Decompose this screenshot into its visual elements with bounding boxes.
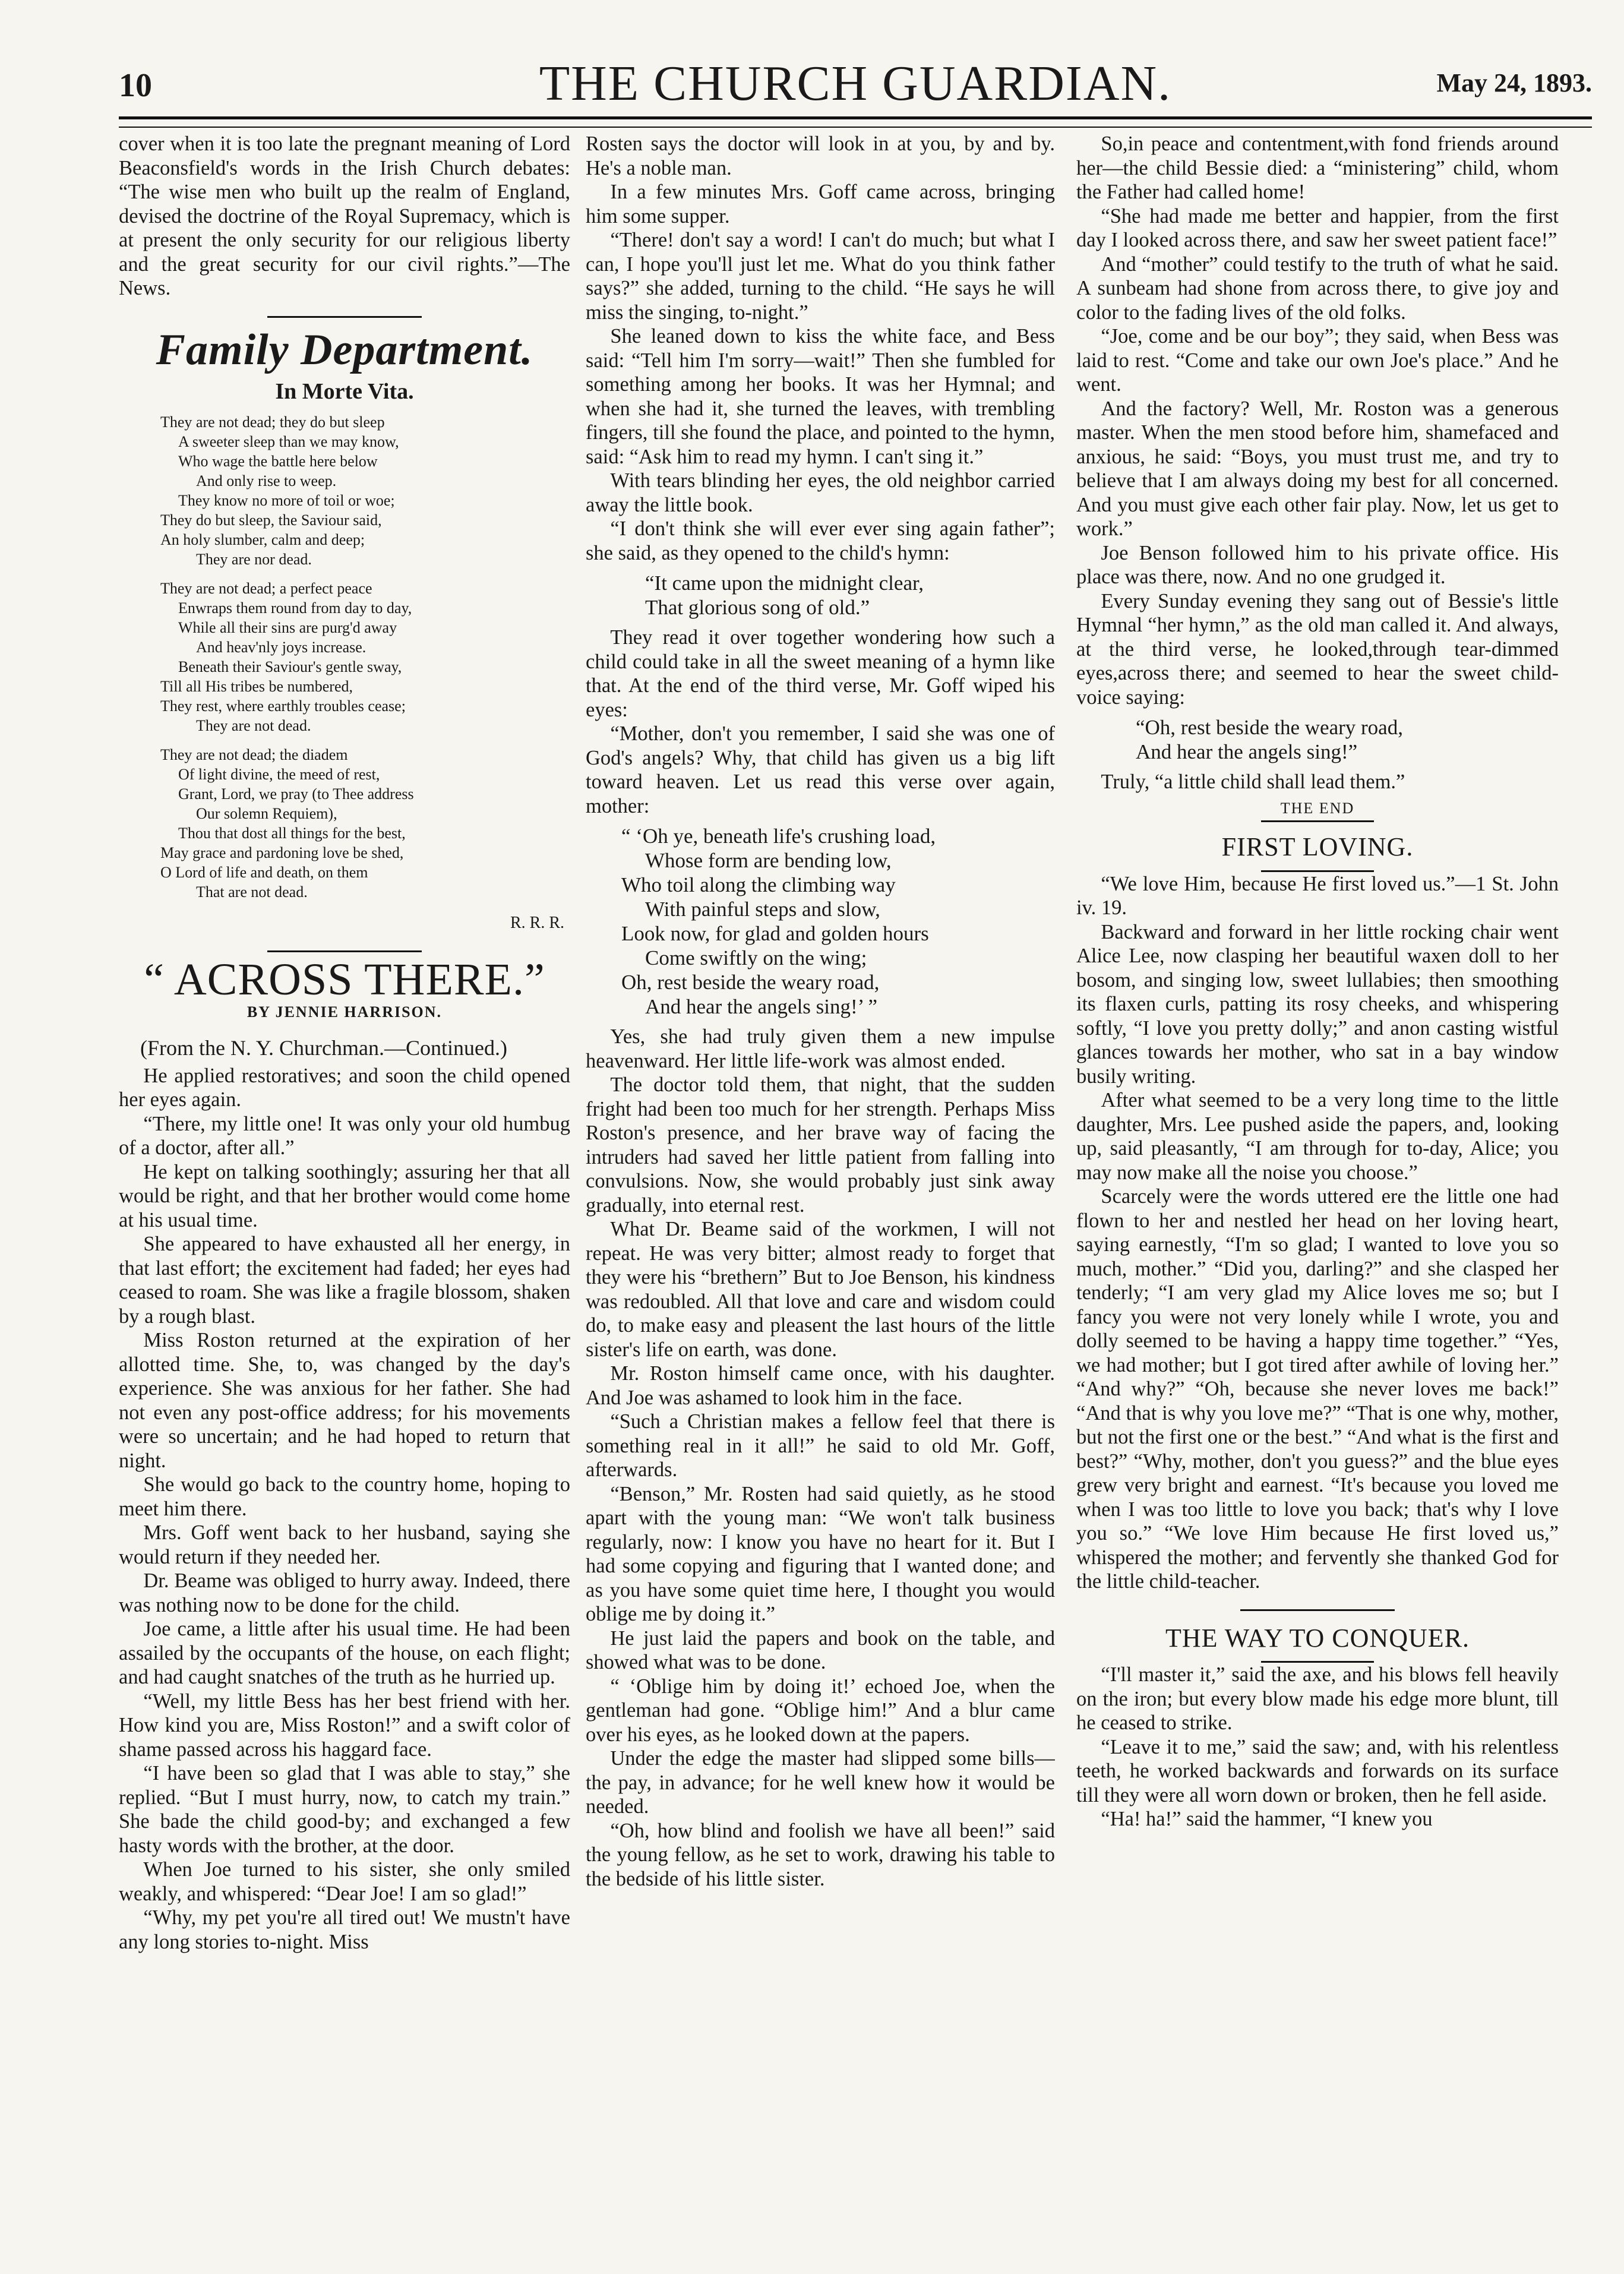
poem-line: They know no more of toil or woe; xyxy=(178,491,395,509)
paragraph: Mrs. Goff went back to her husband, saying she would return if they needed her. xyxy=(119,1521,570,1568)
paragraph: When Joe turned to his sister, she only smiled weakly, and whispered: “Dear Joe! I am so glad!” xyxy=(119,1858,570,1905)
poem-line: They are not dead. xyxy=(196,716,311,734)
poem-line: Till all His tribes be numbered, xyxy=(160,677,353,695)
hymn-verse xyxy=(621,824,1055,1019)
verse-line: “It came upon the midnight clear, xyxy=(645,571,924,595)
paragraph: “Mother, don't you remember, I said she was one of God's angels? Why, that child has given us a big lift toward heaven. Let us read this verse over again, mother: xyxy=(586,722,1055,817)
poem-line: That are not dead. xyxy=(196,883,308,901)
paragraph: “Ha! ha!” said the hammer, “I knew you xyxy=(1101,1808,1433,1830)
poem-line: Beneath their Saviour's gentle sway, xyxy=(178,658,402,675)
paragraph: They read it over together wondering how such a child could take in all the sweet meaning of a hymn like that. At the end of the third verse, Mr. Goff wiped his eyes: xyxy=(586,626,1055,721)
divider xyxy=(267,316,422,318)
verse-line: And hear the angels sing!’ ” xyxy=(645,995,878,1018)
divider xyxy=(1261,820,1374,822)
byline: BY JENNIE HARRISON. xyxy=(247,1003,443,1021)
paragraph: After what seemed to be a very long time to the little daughter, Mrs. Lee pushed aside the papers, and, looking up, said pleasantly, “I am through for to-day, Alice; you may now make all the noise you choose.” xyxy=(1076,1089,1559,1184)
verse-line: Who toil along the climbing way xyxy=(621,873,896,896)
poem-line: A sweeter sleep than we may know, xyxy=(178,432,399,450)
paragraph: “I'll master it,” said the axe, and his blows fell heavily on the iron; but every blow made his edge more blunt, till he ceased to strike. xyxy=(1076,1663,1559,1734)
poem-line: Our solemn Requiem), xyxy=(196,804,337,822)
paragraph: “I don't think she will ever ever sing again father”; she said, as they opened to the child's hymn: xyxy=(586,517,1055,564)
paragraph: “Such a Christian makes a fellow feel that there is something real in it all!” he said to old Mr. Goff, afterwards. xyxy=(586,1410,1055,1481)
paragraph: Joe came, a little after his usual time. He had been assailed by the occupants of the house, on each flight; and had caught snatches of the truth as he hurried up. xyxy=(119,1618,570,1688)
paragraph: With tears blinding her eyes, the old neighbor carried away the little book. xyxy=(586,469,1055,516)
paragraph: “I have been so glad that I was able to stay,” she replied. “But I must hurry, now, to catch my train.” She bade the child good-by; and exchanged a few hasty words with the brother, at the door. xyxy=(119,1762,570,1857)
closing-line: Truly, “a little child shall lead them.” xyxy=(1101,770,1405,793)
poem-stanza xyxy=(160,412,570,569)
column-1 xyxy=(119,132,570,2247)
paragraph: He kept on talking soothingly; assuring her that all would be right, and that her brother would come home at his usual time. xyxy=(119,1160,570,1231)
verse-line: Oh, rest beside the weary road, xyxy=(621,971,880,994)
article-title: FIRST LOVING. xyxy=(1221,832,1414,861)
poem-line: They do but sleep, the Saviour said, xyxy=(160,511,382,529)
poem-line: An holy slumber, calm and deep; xyxy=(160,530,365,548)
poem-line: Of light divine, the meed of rest, xyxy=(178,765,380,783)
paragraph: Miss Roston returned at the expiration of her allotted time. She, to, was changed by the day's experience. She was anxious for her father. She had not even any post-office address; for his movements were so uncertain; and he had hoped to return that night. xyxy=(119,1329,570,1472)
lead-paragraph: cover when it is too late the pregnant meaning of Lord Beaconsfield's words in the Irish Church debates: “The wise men who built up the realm of England, devised the doctrine of the Royal Supremacy, which is at present the only security for our religious liberty and the great security for our civil rights.”—The News. xyxy=(119,132,570,299)
issue-date: May 24, 1893. xyxy=(1436,68,1592,97)
verse-line: With painful steps and slow, xyxy=(645,898,880,921)
poem-line: They are not dead; a perfect peace xyxy=(160,579,372,597)
column-3 xyxy=(1076,132,1559,2247)
story-title: “ ACROSS THERE.” xyxy=(144,955,545,1005)
poem-line: And only rise to weep. xyxy=(196,472,337,489)
the-end-label: THE END xyxy=(1280,799,1355,817)
poem-title: In Morte Vita. xyxy=(275,379,414,404)
verse-line: Whose form are bending low, xyxy=(645,849,892,872)
verse-line: And hear the angels sing!” xyxy=(1136,740,1358,763)
verse-line: “Oh, rest beside the weary road, xyxy=(1136,716,1403,739)
poem-line: They are nor dead. xyxy=(196,550,312,568)
source-note: (From the N. Y. Churchman.—Continued.) xyxy=(140,1036,507,1060)
paragraph: “She had made me better and happier, from the first day I looked across there, and saw her sweet patient face!” xyxy=(1076,204,1559,251)
paragraph: Backward and forward in her little rocking chair went Alice Lee, now clasping her beautiful waxen doll to her bosom, and singing low, sweet lullabies; then smoothing its flaxen curls, patting its rosy cheeks, and whispering softly, “I love you pretty dolly;” and anon casting wistful glances towards her mother, who sat in a bay window busily writing. xyxy=(1076,920,1559,1088)
paragraph: Under the edge the master had slipped some bills—the pay, in advance; for he well knew how it would be needed. xyxy=(586,1747,1055,1818)
header-rule xyxy=(119,116,1592,128)
verse-line: “ ‘Oh ye, beneath life's crushing load, xyxy=(621,825,936,848)
paragraph: “Why, my pet you're all tired out! We mustn't have any long stories to-night. Miss xyxy=(119,1906,570,1953)
poem-line: While all their sins are purg'd away xyxy=(178,618,397,636)
divider xyxy=(1240,1609,1395,1611)
poem-line: Thou that dost all things for the best, xyxy=(178,824,406,842)
paragraph: “There! don't say a word! I can't do much; but what I can, I hope you'll just let me. What do you think father says?” she added, turning to the child. “He says he will miss the singing, to-night.” xyxy=(586,229,1055,324)
paragraph: “There, my little one! It was only your old humbug of a doctor, after all.” xyxy=(119,1112,570,1159)
paragraph: And the factory? Well, Mr. Roston was a generous master. When the men stood before him, shamefaced and anxious, he said: “Boys, you must trust me, and try to believe that I am always doing my best for all concerned. And you must give each other fair play. Now, let us get to work.” xyxy=(1076,397,1559,540)
verse-line: That glorious song of old.” xyxy=(645,596,870,619)
paragraph: “ ‘Oblige him by doing it!’ echoed Joe, when the gentleman had gone. “Oblige him!” And a blur came over his eyes, as he looked down at the papers. xyxy=(586,1675,1055,1746)
poem-line: And heav'nly joys increase. xyxy=(196,638,366,656)
poem-stanza xyxy=(160,579,570,735)
paragraph: He just laid the papers and book on the table, and showed what was to be done. xyxy=(586,1626,1055,1673)
poem-line: May grace and pardoning love be shed, xyxy=(160,844,404,861)
paragraph: Dr. Beame was obliged to hurry away. Indeed, there was nothing now to be done for the child. xyxy=(119,1569,570,1616)
paragraph: He applied restoratives; and soon the child opened her eyes again. xyxy=(119,1064,570,1111)
paragraph: So,in peace and contentment,with fond friends around her—the child Bessie died: a “ministering” child, whom the Father had called home! xyxy=(1076,132,1559,203)
paragraph: Mr. Roston himself came once, with his daughter. And Joe was ashamed to look him in the face. xyxy=(586,1362,1055,1409)
paragraph: “We love Him, because He first loved us.”—1 St. John iv. 19. xyxy=(1076,872,1559,919)
poem-line: They rest, where earthly troubles cease; xyxy=(160,697,406,715)
paragraph: The doctor told them, that night, that the sudden fright had been too much for her strength. Perhaps Miss Roston's presence, and her brave way of facing the intruders had saved her little patient from falling into convulsions. Now, she would probably just sink away gradually, into eternal rest. xyxy=(586,1073,1055,1217)
paragraph: Joe Benson followed him to his private office. His place was there, now. And no one grudged it. xyxy=(1076,541,1559,588)
poem-signature: R. R. R. xyxy=(510,913,564,932)
poem xyxy=(160,412,570,902)
paragraph: And “mother” could testify to the truth of what he said. A sunbeam had shone from across there, to give joy and color to the fading lives of the old folks. xyxy=(1076,252,1559,324)
verse-line: Come swiftly on the wing; xyxy=(645,946,867,969)
hymn-verse xyxy=(621,571,1055,620)
paragraph: “Joe, come and be our boy”; they said, when Bess was laid to rest. “Come and take our own Joe's place.” And he went. xyxy=(1076,325,1559,396)
paragraph: In a few minutes Mrs. Goff came across, bringing him some supper. xyxy=(586,181,1055,228)
paragraph: Every Sunday evening they sang out of Bessie's little Hymnal “her hymn,” as the old man called it. And always, at the third verse, he looked,through tear-dimmed eyes,across there; and seemed to hear the sweet child-voice saying: xyxy=(1076,589,1559,709)
paragraph: Yes, she had truly given them a new impulse heavenward. Her little life-work was almost ended. xyxy=(586,1025,1055,1072)
poem-line: O Lord of life and death, on them xyxy=(160,863,368,881)
paragraph: What Dr. Beame said of the workmen, I will not repeat. He was very bitter; almost ready to forget that they were his “brethern” But to Joe Benson, his kindness was redoubled. All that love and care and wisdom could do, to make easy and pleasent the last hours of the little sister's life on earth, was done. xyxy=(586,1218,1055,1361)
hymn-verse xyxy=(1112,715,1559,764)
poem-line: They are not dead; they do but sleep xyxy=(160,413,385,431)
page-number: 10 xyxy=(119,67,152,104)
paragraph: She appeared to have exhausted all her energy, in that last effort; the excitement had faded; her eyes had ceased to roam. She was like a fragile blossom, shaken by a rough blast. xyxy=(119,1233,570,1328)
poem-line: They are not dead; the diadem xyxy=(160,746,348,763)
poem-line: Grant, Lord, we pray (to Thee address xyxy=(178,785,414,803)
paragraph: She would go back to the country home, hoping to meet him there. xyxy=(119,1473,570,1520)
poem-line: Enwraps them round from day to day, xyxy=(178,599,412,617)
column-2 xyxy=(586,132,1055,2247)
poem-stanza xyxy=(160,745,570,902)
divider xyxy=(267,950,422,952)
paragraph: Scarcely were the words uttered ere the little one had flown to her and nestled her head on her loving heart, saying earnestly, “I'm so glad; I wanted to love you so much, mother.” “Did you, darling?” and she clasped her tenderly; “I am very glad my Alice loves me so; but I fancy you were not very lonely while I wrote, you and dolly seemed to be having a happy time together.” “Yes, we had mother; but I got tired after awhile of loving her.” “And why?” “Oh, because she never loves me back!” “And that is why you love me?” “That is one why, mother, but not the first one or the best.” “And what is the first and best?” “Why, mother, don't you guess?” and the blue eyes grew very bright and earnest. “It's because you loved me when I was too little to love you back; that's why I love you so.” “We love Him because He first loved us,” whispered the mother; and fervently she thanked God for the little child-teacher. xyxy=(1076,1185,1559,1593)
paragraph: She leaned down to kiss the white face, and Bess said: “Tell him I'm sorry—wait!” Then she fumbled for something among her books. It was her Hymnal; and when she had it, she turned the leaves, with trembling fingers, till she found the place, and pointed to the hymn, said: “Ask him to read my hymn. I can't sing it.” xyxy=(586,325,1055,468)
poem-line: Who wage the battle here below xyxy=(178,452,378,470)
paragraph: “Well, my little Bess has her best friend with her. How kind you are, Miss Roston!” and a swift color of shame passed across his haggard face. xyxy=(119,1689,570,1761)
article-title: THE WAY TO CONQUER. xyxy=(1165,1623,1470,1653)
newspaper-title: THE CHURCH GUARDIAN. xyxy=(539,56,1172,111)
paragraph: Rosten says the doctor will look in at you, by and by. He's a noble man. xyxy=(586,132,1055,179)
section-heading: Family Department. xyxy=(156,325,533,374)
paragraph: “Benson,” Mr. Rosten had said quietly, as he stood apart with the young man: “We won't talk business regularly, now: I know you have no heart for it. But I had some copying and figuring that I wanted done; and as you have some quiet time here, I thought you would oblige me by doing it.” xyxy=(586,1482,1055,1625)
verse-line: Look now, for glad and golden hours xyxy=(621,922,929,945)
paragraph: “Leave it to me,” said the saw; and, with his relentless teeth, he worked backwards and forwards on its surface till they were all worn down or broken, then he fell aside. xyxy=(1076,1735,1559,1806)
paragraph: “Oh, how blind and foolish we have all been!” said the young fellow, as he set to work, drawing his table to the bedside of his little sister. xyxy=(586,1819,1055,1890)
masthead xyxy=(119,55,1592,114)
